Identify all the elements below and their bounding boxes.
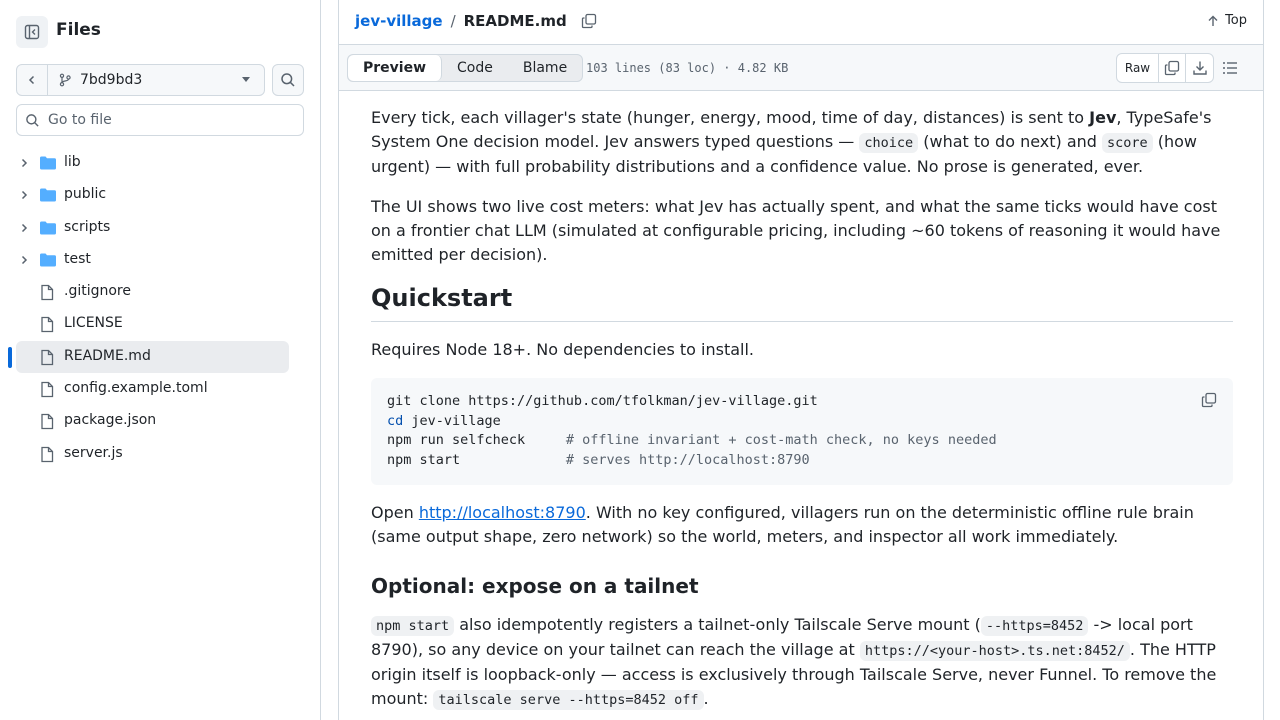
text: (how urgent) — with full probability distributions and a confidence value. No prose is generated, ever. (371, 132, 1198, 176)
active-item-indicator (8, 347, 12, 368)
branch-selector (16, 64, 265, 96)
tree-item-label: .gitignore (64, 283, 131, 300)
breadcrumb (355, 12, 597, 30)
chevron-right-icon (18, 254, 30, 266)
paragraph-open-localhost (371, 501, 1233, 549)
tree-item-label: test (64, 250, 91, 267)
tree-item-label: public (64, 186, 107, 203)
tab-code[interactable]: Code (457, 60, 493, 76)
code-keyword: cd (387, 412, 404, 429)
text: , TypeSafe's System One decision model. Jev answers typed questions — (371, 108, 1212, 151)
copy-path-button[interactable] (581, 13, 597, 29)
view-mode-tabs (347, 54, 583, 82)
tree-item-server-js[interactable] (0, 438, 320, 470)
code-line: git clone https://github.com/tfolkman/jev-village.git (387, 393, 818, 409)
text: -> local port 8790), so any device on your tailnet can reach the village at (371, 614, 1193, 659)
paragraph-tailnet (371, 613, 1233, 712)
tree-item-label: lib (64, 154, 81, 170)
download-button[interactable] (1186, 54, 1213, 82)
go-to-file-placeholder: Go to file (48, 112, 112, 128)
tree-item-package-json[interactable] (0, 405, 320, 437)
search-button[interactable] (272, 64, 304, 96)
tree-item-config[interactable] (0, 373, 320, 405)
tree-item-label: scripts (64, 218, 111, 235)
code-line: npm start (387, 452, 566, 469)
search-icon (280, 72, 296, 88)
code-block (371, 378, 1233, 485)
tree-item-test[interactable] (0, 244, 320, 276)
folder-icon (39, 220, 57, 236)
inline-code: https://<your-host>.ts.net:8452/ (860, 641, 1130, 661)
folder-icon (39, 187, 57, 203)
file-stats: 103 lines (83 loc) · 4.82 KB (586, 61, 789, 75)
tree-item-scripts[interactable] (0, 212, 320, 244)
text: . (703, 688, 709, 708)
inline-code: npm start (371, 616, 454, 636)
go-to-file-input[interactable] (16, 104, 304, 136)
tree-item-gitignore[interactable] (0, 276, 320, 308)
sidebar-title: Files (56, 20, 101, 40)
copy-icon (1164, 60, 1180, 76)
tree-item-public[interactable] (0, 179, 320, 211)
text: also idempotently registers a tailnet-only Tailscale Serve mount ( (454, 614, 981, 634)
tree-item-lib[interactable] (0, 147, 320, 179)
copy-icon (581, 13, 597, 29)
outline-button[interactable] (1221, 59, 1239, 81)
tab-blame[interactable]: Blame (522, 60, 568, 76)
file-icon (39, 381, 55, 398)
chevron-right-icon (18, 189, 30, 201)
copy-code-button[interactable] (1201, 392, 1217, 415)
code-comment: # serves http://localhost:8790 (565, 452, 810, 469)
heading-tailnet: Optional: expose on a tailnet (371, 573, 699, 598)
download-icon (1192, 60, 1208, 76)
tree-item-license[interactable] (0, 308, 320, 340)
text: Every tick, each villager's state (hunger, energy, mood, time of day, distances) is sent to (371, 108, 1090, 127)
inline-code: score (1102, 133, 1153, 153)
heading-quickstart: Quickstart (371, 283, 1233, 322)
active-item-highlight (16, 341, 289, 373)
text: Open (371, 502, 419, 522)
tree-item-label: config.example.toml (64, 380, 208, 397)
back-to-top-button[interactable] (1207, 13, 1247, 28)
code-line: npm run selfcheck (387, 432, 566, 449)
file-tree (0, 147, 320, 470)
text: . The HTTP origin itself is loopback-only — access is exclusively through Tailscale Serve, never Funnel. To remove the mount: (371, 639, 1217, 708)
arrow-up-icon (1207, 15, 1219, 27)
tree-item-label: LICENSE (64, 315, 123, 332)
search-icon (25, 113, 40, 128)
localhost-link[interactable]: http://localhost:8790 (418, 502, 586, 522)
folder-icon (39, 252, 57, 268)
file-icon (39, 446, 55, 463)
sidebar-collapse-icon (24, 24, 40, 40)
tree-item-label: README.md (64, 347, 151, 364)
caret-down-icon (242, 77, 250, 82)
git-branch-icon (58, 73, 72, 87)
file-icon (39, 413, 55, 430)
top-label: Top (1225, 13, 1247, 28)
file-icon (39, 284, 55, 301)
markdown-body (371, 106, 1233, 720)
collapse-sidebar-button[interactable] (16, 16, 48, 48)
inline-code: choice (859, 133, 918, 153)
code-comment: # offline invariant + cost-math check, no keys needed (565, 432, 997, 449)
paragraph-cost-meters: The UI shows two live cost meters: what Jev has actually spent, and what the same ticks would have cost on a frontier chat LLM (simulated at configurable pricing, including ~60 tokens of reasoning it would have emitted per decision). (371, 197, 1221, 264)
branch-dropdown[interactable] (48, 65, 264, 95)
copy-raw-button[interactable] (1159, 54, 1186, 82)
chevron-left-icon (26, 74, 38, 86)
text: (what to do next) and (918, 132, 1103, 151)
inline-code: --https=8452 (981, 616, 1089, 636)
folder-icon (39, 155, 57, 171)
chevron-right-icon (18, 157, 30, 169)
raw-button[interactable]: Raw (1117, 54, 1159, 82)
text: . With no key configured, villagers run on the deterministic offline rule brain (same output shape, zero network) so the world, meters, and inspector all work immediately. (371, 502, 1194, 546)
breadcrumb-file-name: README.md (463, 12, 567, 30)
file-viewer (338, 0, 1264, 720)
tree-item-label: package.json (64, 412, 157, 429)
inline-code: tailscale serve --https=8452 off (433, 690, 703, 710)
paragraph-requirements: Requires Node 18+. No dependencies to install. (371, 340, 755, 359)
tree-item-readme[interactable] (0, 341, 320, 373)
tab-preview[interactable]: Preview (348, 55, 442, 81)
breadcrumb-separator: / (450, 12, 456, 30)
branch-name: 7bd9bd3 (80, 72, 143, 88)
tree-item-label: server.js (64, 444, 123, 461)
code-line: jev-village (403, 412, 501, 429)
file-actions (1116, 53, 1214, 83)
paragraph-jev-intro (371, 106, 1233, 179)
copy-icon (1201, 392, 1217, 408)
file-tree-sidebar (0, 0, 321, 720)
list-unordered-icon (1221, 59, 1239, 77)
file-icon (39, 316, 55, 333)
file-toolbar (339, 44, 1263, 91)
breadcrumb-repo-link[interactable]: jev-village (355, 12, 443, 30)
back-button[interactable] (17, 65, 48, 95)
chevron-right-icon (18, 222, 30, 234)
file-icon (39, 349, 55, 366)
bold-text: Jev (1089, 108, 1117, 127)
